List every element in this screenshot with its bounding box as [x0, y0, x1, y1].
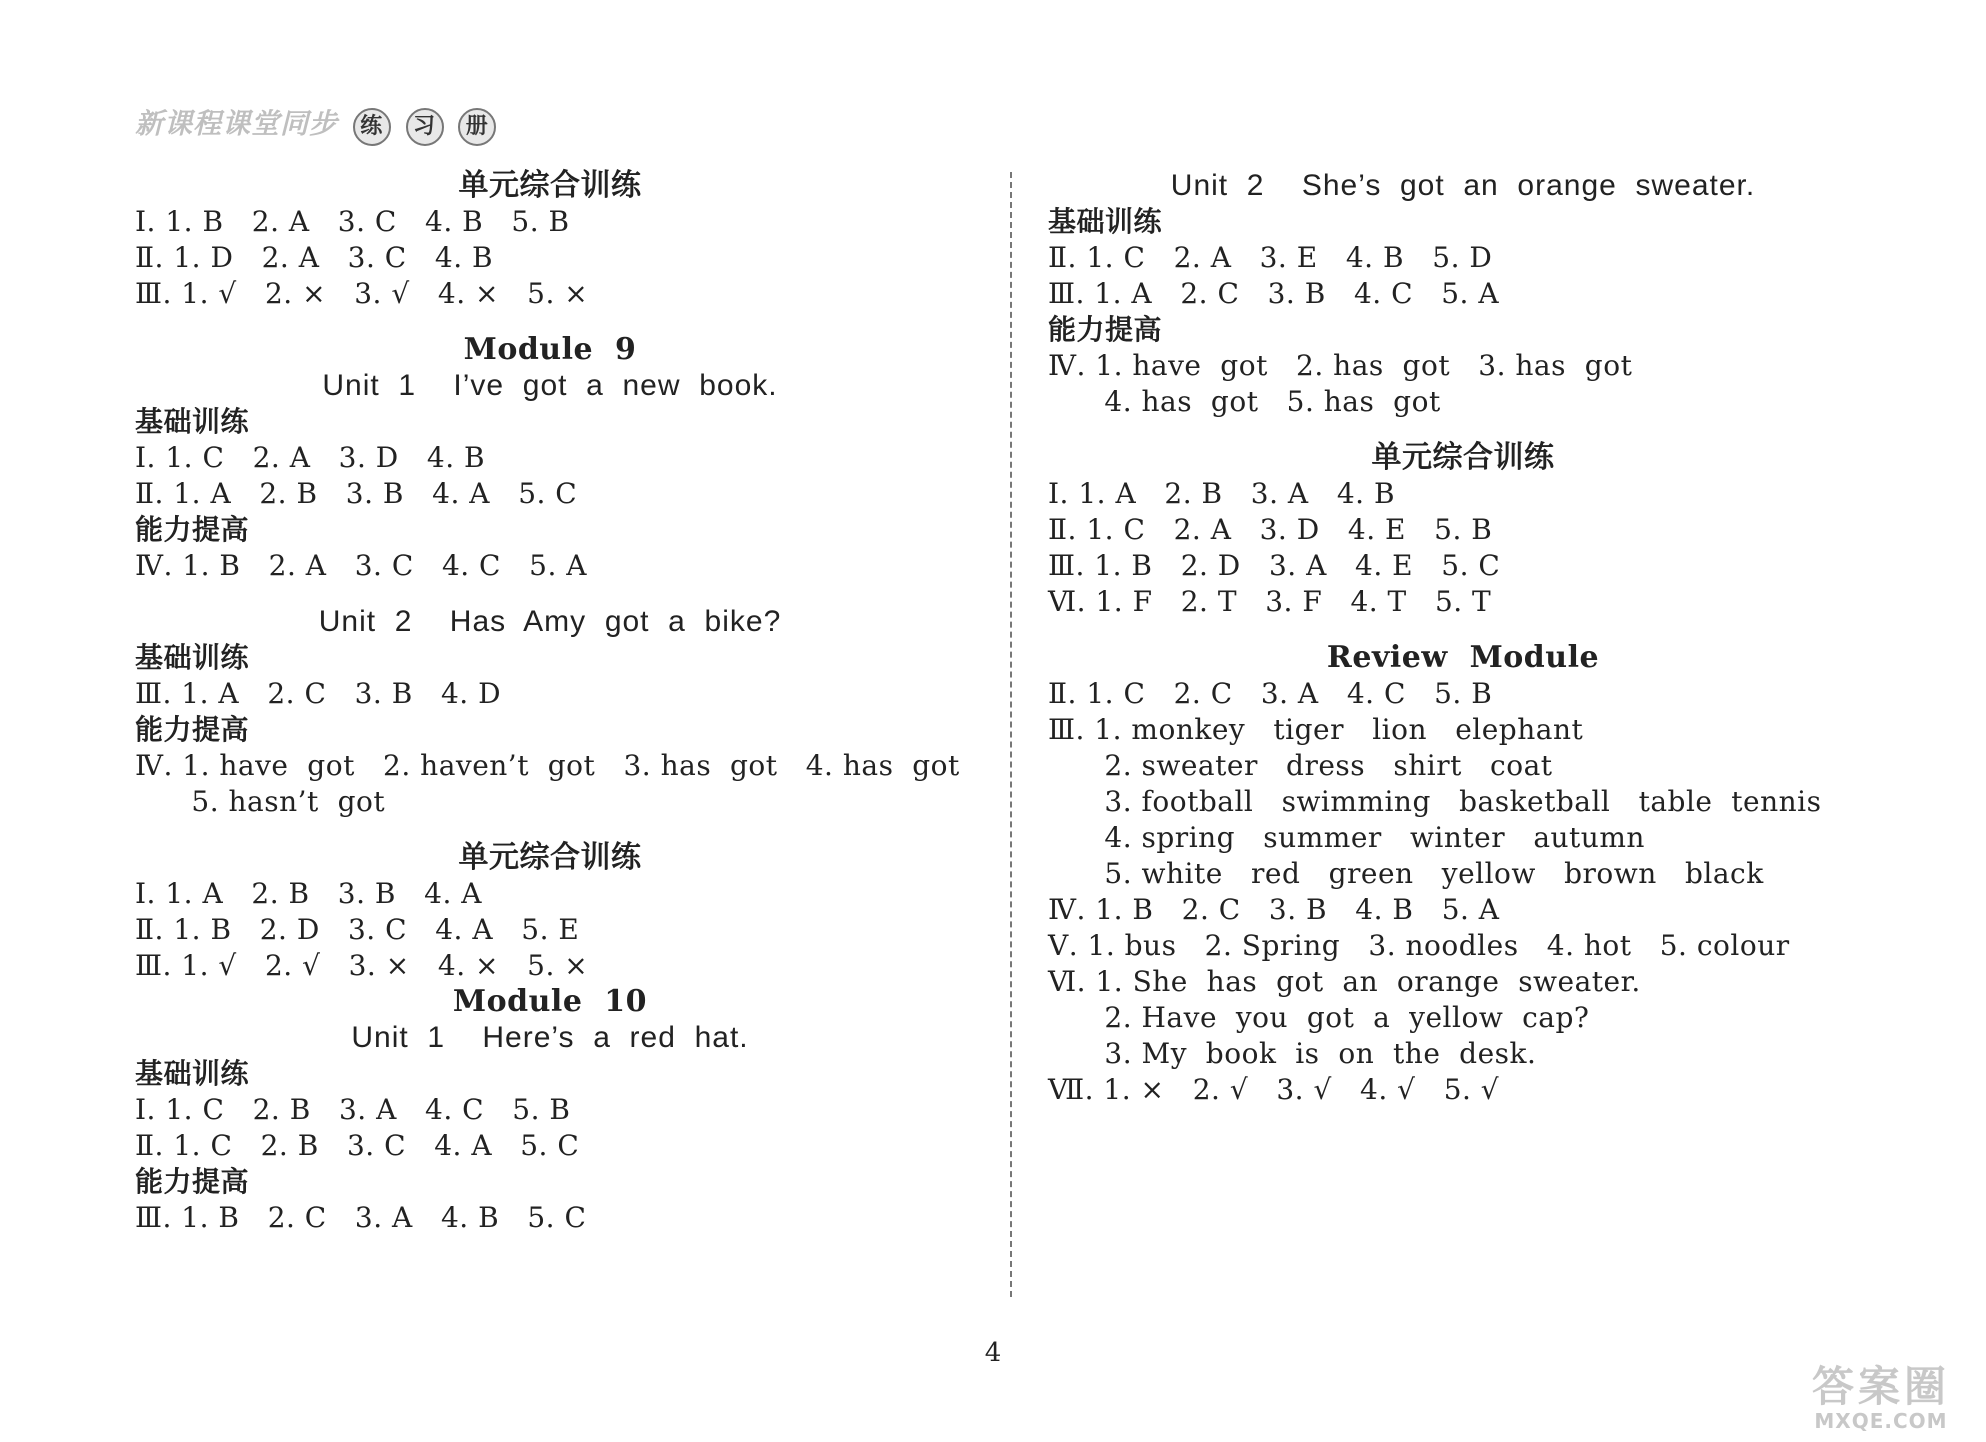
left-column-line-26: 基础训练	[135, 1057, 250, 1090]
right-column-line-17: 2. sweater dress shirt coat	[1048, 749, 1553, 782]
right-column-line-8: 单元综合训练	[1371, 440, 1555, 475]
header-tag-1: 练	[353, 108, 391, 146]
left-column-line-27: Ⅰ. 1. C 2. B 3. A 4. C 5. B	[135, 1093, 571, 1126]
left-column-line-10: 能力提高	[135, 513, 250, 546]
right-column-line-6: 4. has got 5. has got	[1048, 385, 1441, 418]
right-column-line-10: Ⅱ. 1. C 2. A 3. D 4. E 5. B	[1048, 513, 1493, 546]
right-column-line-1: 基础训练	[1048, 205, 1163, 238]
left-column-line-28: Ⅱ. 1. C 2. B 3. C 4. A 5. C	[135, 1129, 580, 1162]
right-column-line-11: Ⅲ. 1. B 2. D 3. A 4. E 5. C	[1048, 549, 1501, 582]
left-column-line-24: Module 10	[452, 984, 648, 1019]
right-column-line-21: Ⅳ. 1. B 2. C 3. B 4. B 5. A	[1048, 893, 1500, 926]
header-tag-2: 习	[406, 108, 444, 146]
series-title: 新课程课堂同步	[135, 107, 339, 140]
left-column-line-7: 基础训练	[135, 405, 250, 438]
left-column-line-16: 能力提高	[135, 713, 250, 746]
left-column-line-30: Ⅲ. 1. B 2. C 3. A 4. B 5. C	[135, 1201, 587, 1234]
watermark-text: 答案圈	[1811, 1362, 1950, 1411]
right-column-line-18: 3. football swimming basketball table tennis	[1048, 785, 1822, 818]
left-column-line-20: 单元综合训练	[458, 840, 642, 875]
left-column-line-5: Module 9	[463, 332, 637, 367]
right-column-line-0: Unit 2 She’s got an orange sweater.	[1170, 169, 1756, 202]
column-divider	[1010, 172, 1012, 1297]
right-column-line-24: 2. Have you got a yellow cap?	[1048, 1001, 1590, 1034]
right-column-line-5: Ⅳ. 1. have got 2. has got 3. has got	[1048, 349, 1633, 382]
left-column-line-17: Ⅳ. 1. have got 2. haven’t got 3. has got 4. has got	[135, 749, 960, 782]
right-column-line-2: Ⅱ. 1. C 2. A 3. E 4. B 5. D	[1048, 241, 1493, 274]
right-column-line-9: Ⅰ. 1. A 2. B 3. A 4. B	[1048, 477, 1396, 510]
right-column-line-16: Ⅲ. 1. monkey tiger lion elephant	[1048, 713, 1584, 746]
right-column-line-15: Ⅱ. 1. C 2. C 3. A 4. C 5. B	[1048, 677, 1493, 710]
left-column-line-8: Ⅰ. 1. C 2. A 3. D 4. B	[135, 441, 486, 474]
book-series-header	[135, 102, 496, 146]
header-tag-3: 册	[458, 108, 496, 146]
left-column-line-29: 能力提高	[135, 1165, 250, 1198]
right-column-line-14: Review Module	[1326, 640, 1600, 675]
right-column-line-26: Ⅶ. 1. × 2. √ 3. √ 4. √ 5. √	[1048, 1073, 1500, 1106]
left-column-line-0: 单元综合训练	[458, 168, 642, 203]
left-column-line-18: 5. hasn’t got	[135, 785, 386, 818]
right-column-line-25: 3. My book is on the desk.	[1048, 1037, 1537, 1070]
left-column-line-9: Ⅱ. 1. A 2. B 3. B 4. A 5. C	[135, 477, 578, 510]
right-column-line-4: 能力提高	[1048, 313, 1163, 346]
right-column-line-22: Ⅴ. 1. bus 2. Spring 3. noodles 4. hot 5. colour	[1048, 929, 1790, 962]
left-column-line-6: Unit 1 I’ve got a new book.	[322, 369, 778, 402]
right-column-line-3: Ⅲ. 1. A 2. C 3. B 4. C 5. A	[1048, 277, 1500, 310]
left-column-line-13: Unit 2 Has Amy got a bike?	[318, 605, 782, 638]
watermark-logo	[1786, 1364, 1976, 1434]
right-column-line-19: 4. spring summer winter autumn	[1048, 821, 1645, 854]
left-column-line-25: Unit 1 Here’s a red hat.	[351, 1021, 749, 1054]
watermark-url: MXQE.COM	[1814, 1409, 1948, 1433]
right-column-line-23: Ⅵ. 1. She has got an orange sweater.	[1048, 965, 1641, 998]
left-column-line-22: Ⅱ. 1. B 2. D 3. C 4. A 5. E	[135, 913, 580, 946]
page-number: 4	[984, 1338, 1002, 1368]
left-column-line-23: Ⅲ. 1. √ 2. √ 3. × 4. × 5. ×	[135, 949, 589, 982]
left-column-line-11: Ⅳ. 1. B 2. A 3. C 4. C 5. A	[135, 549, 588, 582]
left-column-line-1: Ⅰ. 1. B 2. A 3. C 4. B 5. B	[135, 205, 570, 238]
right-column-line-12: Ⅵ. 1. F 2. T 3. F 4. T 5. T	[1048, 585, 1492, 618]
left-column-line-2: Ⅱ. 1. D 2. A 3. C 4. B	[135, 241, 494, 274]
left-column-line-3: Ⅲ. 1. √ 2. × 3. √ 4. × 5. ×	[135, 277, 589, 310]
right-column-line-20: 5. white red green yellow brown black	[1048, 857, 1764, 890]
left-column-line-15: Ⅲ. 1. A 2. C 3. B 4. D	[135, 677, 502, 710]
left-column-line-21: Ⅰ. 1. A 2. B 3. B 4. A	[135, 877, 483, 910]
left-column-line-14: 基础训练	[135, 641, 250, 674]
